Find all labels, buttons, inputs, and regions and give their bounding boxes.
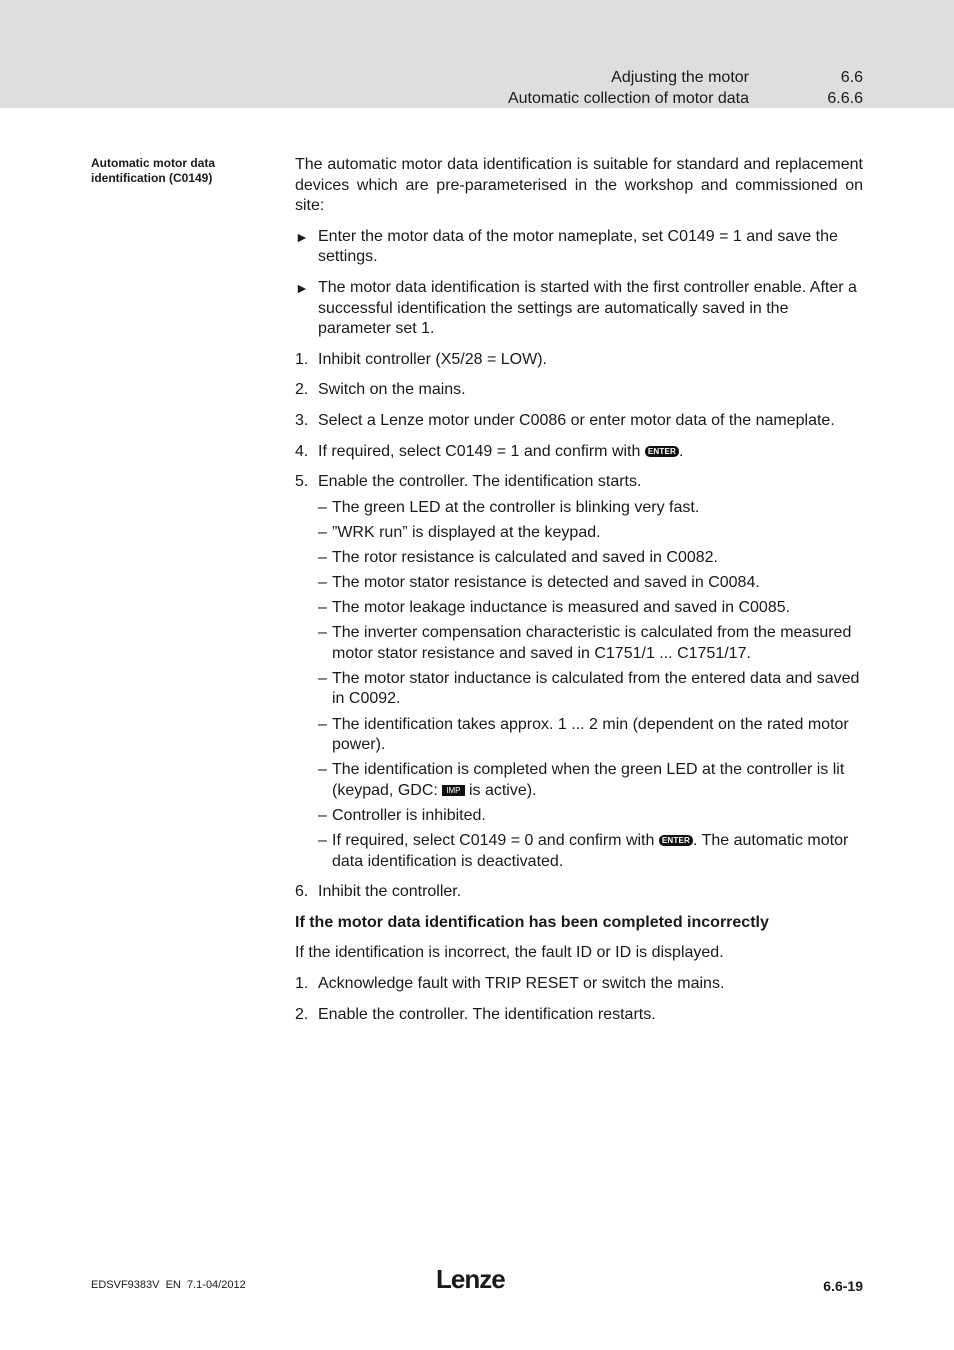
substep-text: The identification is completed when the green LED at the controller is lit (keypad, GDC: xyxy=(332,761,845,799)
section-title: Adjusting the motor xyxy=(611,69,749,86)
bullet-text: The motor data identification is started with the first controller enable. After a successful identification the settings are automatically saved in the parameter set 1. xyxy=(318,278,857,338)
step-text: If required, select C0149 = 1 and confirm with xyxy=(318,442,645,460)
step-text: Inhibit the controller. xyxy=(318,883,462,901)
enter-key-icon: ENTER xyxy=(659,835,693,846)
step-item xyxy=(295,882,863,903)
step-number: 2. xyxy=(295,381,309,399)
substep-text: If required, select C0149 = 0 and confirm with xyxy=(332,832,659,850)
step-text: Select a Lenze motor under C0086 or enter motor data of the nameplate. xyxy=(318,411,835,429)
dash-marker: – xyxy=(318,498,327,516)
substep-item xyxy=(295,548,863,569)
bullet-item xyxy=(295,227,863,268)
document-id: EDSVF9383V EN 7.1-04/2012 xyxy=(91,1279,246,1291)
step-item xyxy=(295,442,863,463)
step-text: Enable the controller. The identification starts. xyxy=(318,473,642,491)
dash-marker: – xyxy=(318,548,327,566)
step-item xyxy=(295,350,863,371)
subsection-title: Automatic collection of motor data xyxy=(507,90,749,107)
dash-marker: – xyxy=(318,669,327,687)
substep-list xyxy=(295,498,863,873)
enter-key-icon: ENTER xyxy=(645,446,679,457)
substep-item xyxy=(295,623,863,664)
step-number: 1. xyxy=(295,350,309,368)
dash-marker: – xyxy=(318,574,327,591)
dash-marker: – xyxy=(318,715,327,733)
step-text: Inhibit controller (X5/28 = LOW). xyxy=(318,350,547,368)
dash-marker: – xyxy=(318,761,327,779)
substep-text: The rotor resistance is calculated and saved in C0082. xyxy=(332,548,718,566)
dash-marker: – xyxy=(318,523,327,541)
dash-marker: – xyxy=(318,832,327,850)
substep-item xyxy=(295,598,863,619)
incorrect-heading: If the motor data identification has been completed incorrectly xyxy=(295,913,769,931)
bullet-text: Enter the motor data of the motor nameplate, set C0149 = 1 and save the settings. xyxy=(318,227,838,266)
substep-item xyxy=(295,760,863,801)
step-number: 1. xyxy=(295,975,309,992)
step-item xyxy=(295,1005,863,1026)
substep-text: The motor stator inductance is calculated from the entered data and saved in C0092. xyxy=(332,669,860,708)
step-item xyxy=(295,472,863,493)
main-content xyxy=(295,155,863,1035)
step-text-end: . xyxy=(678,442,684,460)
step-text: Switch on the mains. xyxy=(318,381,466,399)
step-number: 5. xyxy=(295,473,309,491)
substep-text: ”WRK run” is displayed at the keypad. xyxy=(332,523,601,541)
dash-marker: – xyxy=(318,806,327,824)
substep-text: Controller is inhibited. xyxy=(332,806,486,824)
substep-item xyxy=(295,523,863,544)
dash-marker: – xyxy=(318,599,327,617)
lenze-logo: Lenze xyxy=(436,1264,505,1294)
substep-item xyxy=(295,831,863,872)
step-text: Enable the controller. The identification restarts. xyxy=(318,1005,656,1023)
substep-item xyxy=(295,498,863,519)
section-number: 6.6 xyxy=(840,69,863,86)
substep-item xyxy=(295,573,863,594)
triangle-bullet-icon: ► xyxy=(295,228,309,245)
triangle-bullet-icon: ► xyxy=(295,279,309,296)
imp-status-icon: IMP xyxy=(442,785,464,796)
header-band xyxy=(0,0,954,108)
substep-text: The green LED at the controller is blinking very fast. xyxy=(332,498,700,516)
substep-text-end: is active). xyxy=(464,781,537,799)
substep-item xyxy=(295,715,863,756)
substep-item xyxy=(295,669,863,710)
substep-text: The identification takes approx. 1 ... 2 min (dependent on the rated motor power). xyxy=(332,715,849,754)
step-item xyxy=(295,411,863,432)
step-number: 3. xyxy=(295,411,309,429)
step-text: Acknowledge fault with TRIP RESET or switch the mains. xyxy=(318,975,725,992)
page-number: 6.6-19 xyxy=(823,1278,863,1294)
step-number: 2. xyxy=(295,1005,309,1023)
step-number: 4. xyxy=(295,442,309,460)
dash-marker: – xyxy=(318,624,327,642)
substep-text: The motor leakage inductance is measured and saved in C0085. xyxy=(332,599,791,617)
subsection-number: 6.6.6 xyxy=(827,90,863,107)
step-item xyxy=(295,974,863,995)
incorrect-paragraph: If the identification is incorrect, the fault ID or ID is displayed. xyxy=(295,944,724,962)
substep-text: The motor stator resistance is detected and saved in C0084. xyxy=(332,574,760,591)
substep-item xyxy=(295,806,863,827)
substep-text-end: . The automatic motor data identification is deactivated. xyxy=(332,832,849,870)
margin-heading: Automatic motor data identification (C0149) xyxy=(91,156,216,185)
substep-text: The inverter compensation characteristic is calculated from the measured motor stator resistance and saved in C1751/1 ... C1751/17. xyxy=(332,624,852,662)
step-item xyxy=(295,380,863,401)
intro-paragraph: The automatic motor data identification is suitable for standard and replacement devices which are pre-parameterised in the workshop and commissioned on site: xyxy=(295,156,863,215)
step-number: 6. xyxy=(295,883,309,901)
bullet-item xyxy=(295,278,863,340)
